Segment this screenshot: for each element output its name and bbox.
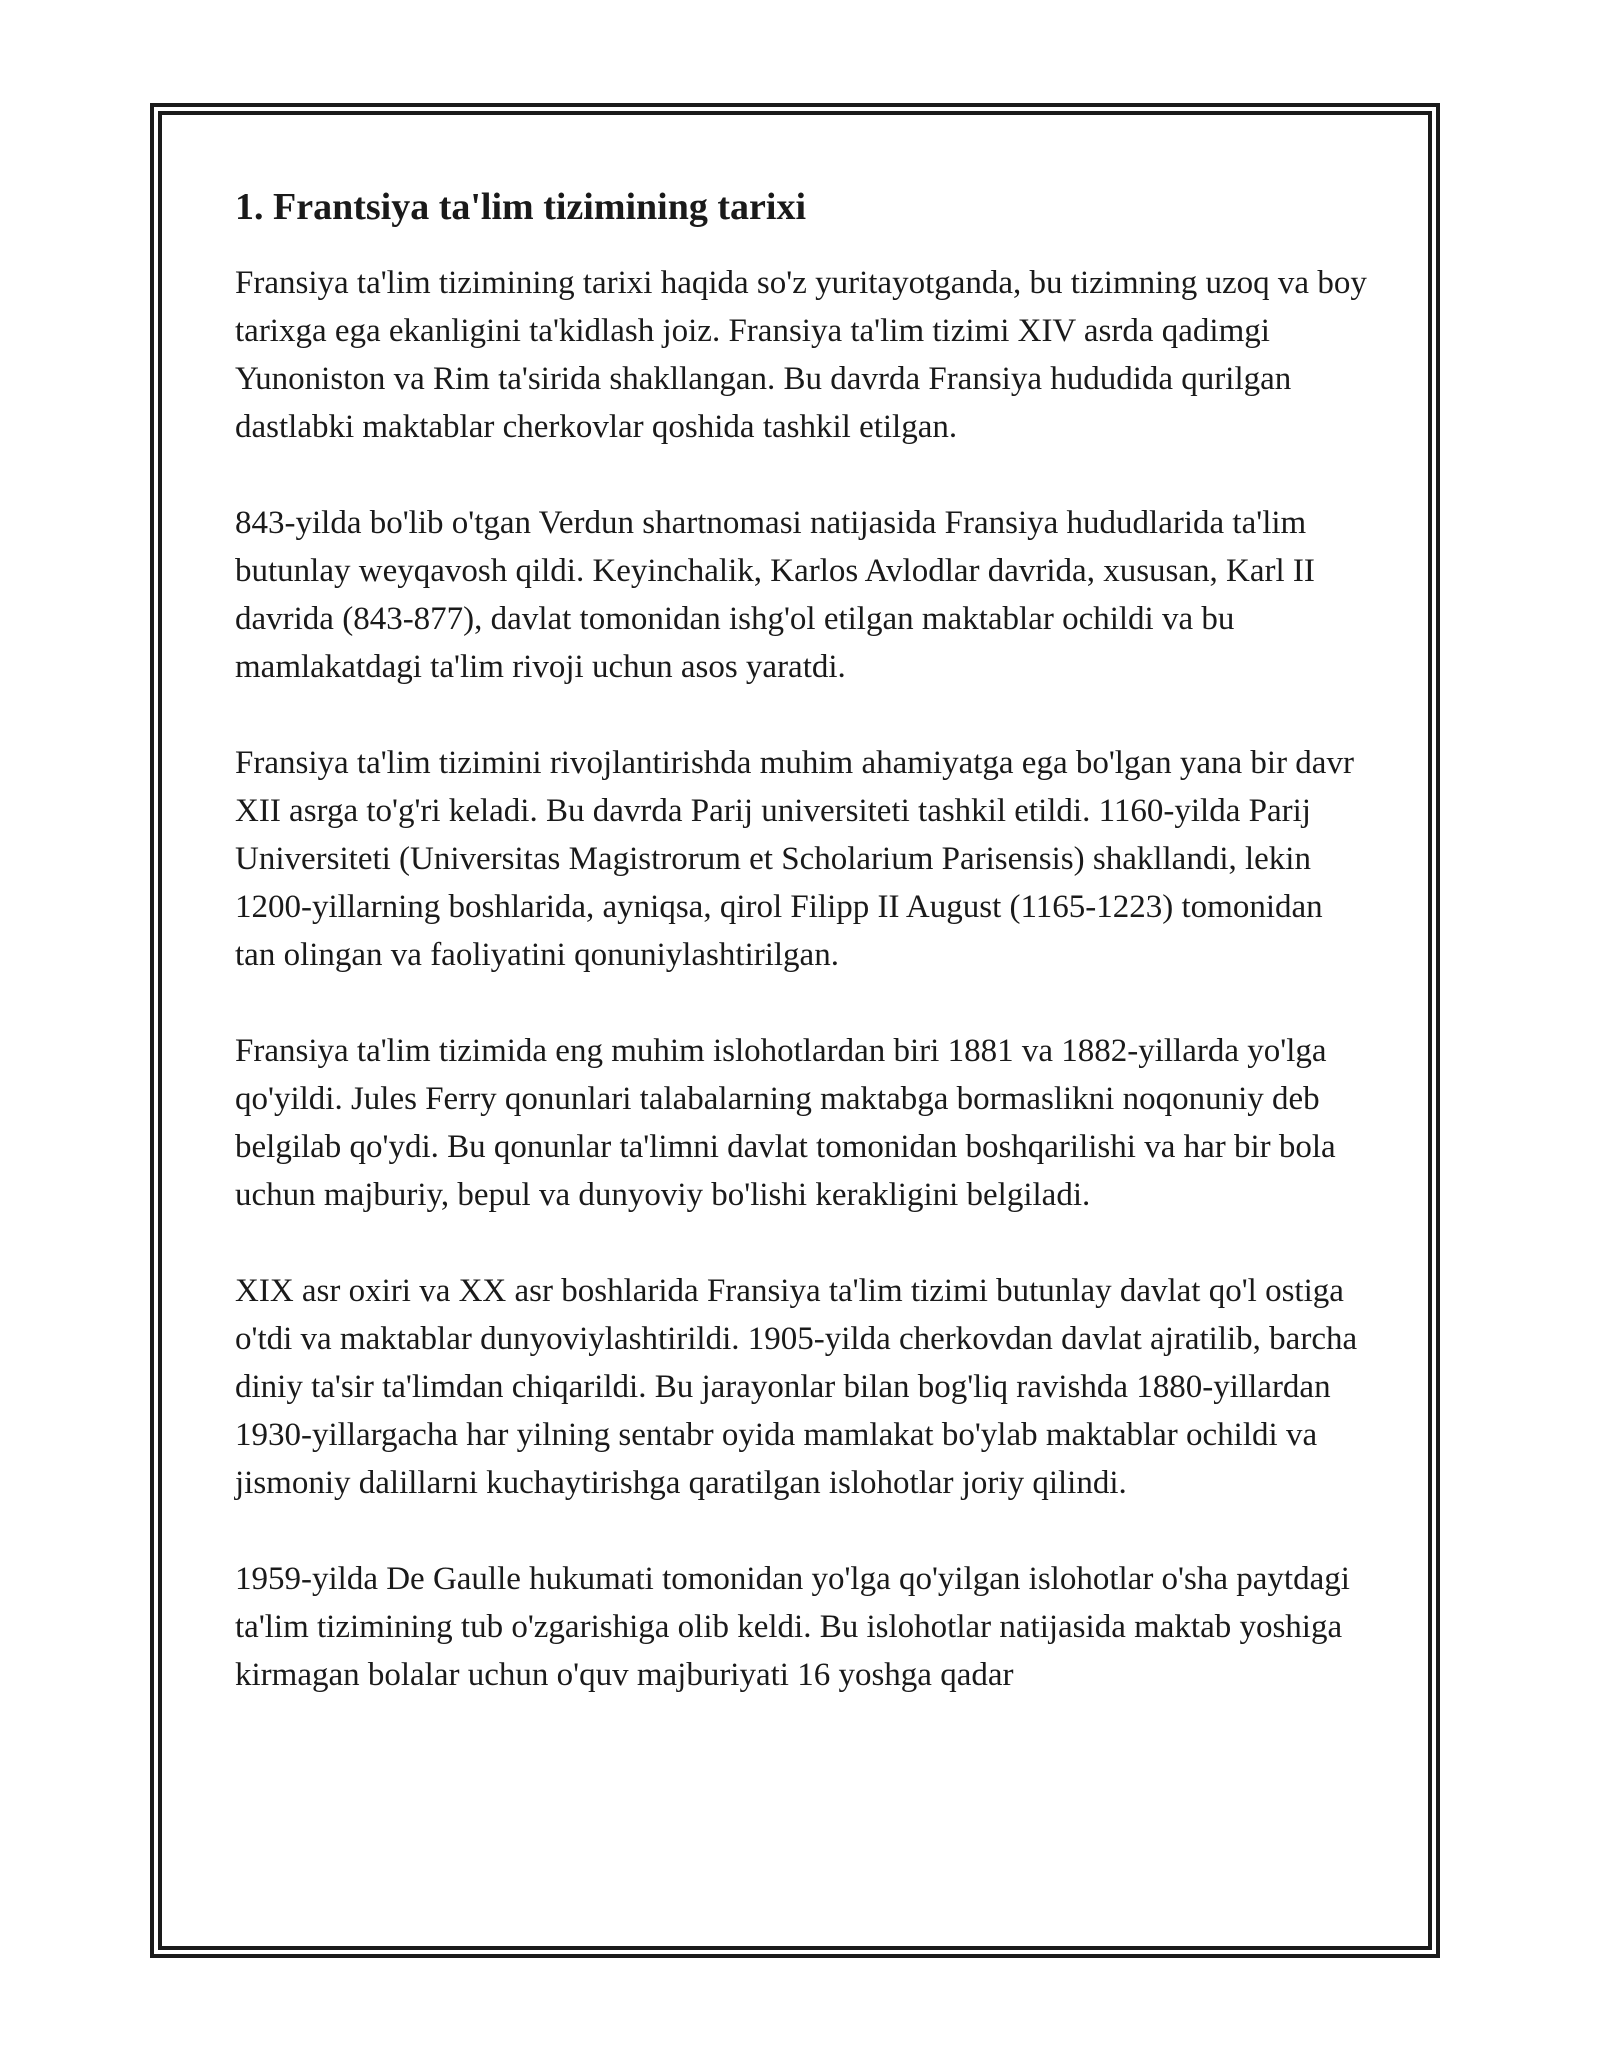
paragraph-2: 843-yilda bo'lib o'tgan Verdun shartnomasi natijasida Fransiya hududlarida ta'lim butunlay weyqavosh qildi. Keyinchalik, Karlos Avlodlar davrida, xususan, Karl II davrida (843-877), davlat tomonidan ishg'ol etilgan maktablar ochildi va bu mamlakatdagi ta'lim rivoji uchun asos yaratdi. [235,504,1315,685]
paragraph-3: Fransiya ta'lim tizimini rivojlantirishda muhim ahamiyatga ega bo'lgan yana bir davr XII asrga to'g'ri keladi. Bu davrda Parij universiteti tashkil etildi. 1160-yilda Parij Universiteti (Universitas Magistrorum et Scholarium Parisensis) shakllandi, lekin 1200-yillarning boshlarida, ayniqsa, qirol Filipp II August (1165-1223) tomonidan tan olingan va faoliyatini qonuniylashtirilgan. [235,744,1354,973]
paragraph-6: 1959-yilda De Gaulle hukumati tomonidan yo'lga qo'yilgan islohotlar o'sha paytdagi ta'lim tizimining tub o'zgarishiga olib keldi. Bu islohotlar natijasida maktab yoshiga kirmagan bolalar uchun o'quv majburiyati 16 yoshga qadar [235,1560,1350,1693]
paragraph-5: XIX asr oxiri va XX asr boshlarida Fransiya ta'lim tizimi butunlay davlat qo'l ostiga o'tdi va maktablar dunyoviylashtirildi. 1905-yilda cherkovdan davlat ajratilib, barcha diniy ta'sir ta'limdan chiqarildi. Bu jarayonlar bilan bog'liq ravishda 1880-yillardan 1930-yillargacha har yilning sentabr oyida mamlakat bo'ylab maktablar ochildi va jismoniy dalillarni kuchaytirishga qaratilgan islohotlar joriy qilindi. [235,1272,1358,1501]
section-heading: 1. Frantsiya ta'lim tizimining tarixi [235,186,807,228]
document-body [235,185,1370,1699]
paragraph-1: Fransiya ta'lim tizimining tarixi haqida so'z yuritayotganda, bu tizimning uzoq va boy tarixga ega ekanligini ta'kidlash joiz. Fransiya ta'lim tizimi XIV asrda qadimgi Yunoniston va Rim ta'sirida shakllangan. Bu davrda Fransiya hududida qurilgan dastlabki maktablar cherkovlar qoshida tashkil etilgan. [235,264,1367,445]
paragraph-4: Fransiya ta'lim tizimida eng muhim islohotlardan biri 1881 va 1882-yillarda yo'lga qo'yildi. Jules Ferry qonunlari talabalarning maktabga bormaslikni noqonuniy deb belgilab qo'ydi. Bu qonunlar ta'limni davlat tomonidan boshqarilishi va har bir bola uchun majburiy, bepul va dunyoviy bo'lishi kerakligini belgiladi. [235,1032,1336,1213]
